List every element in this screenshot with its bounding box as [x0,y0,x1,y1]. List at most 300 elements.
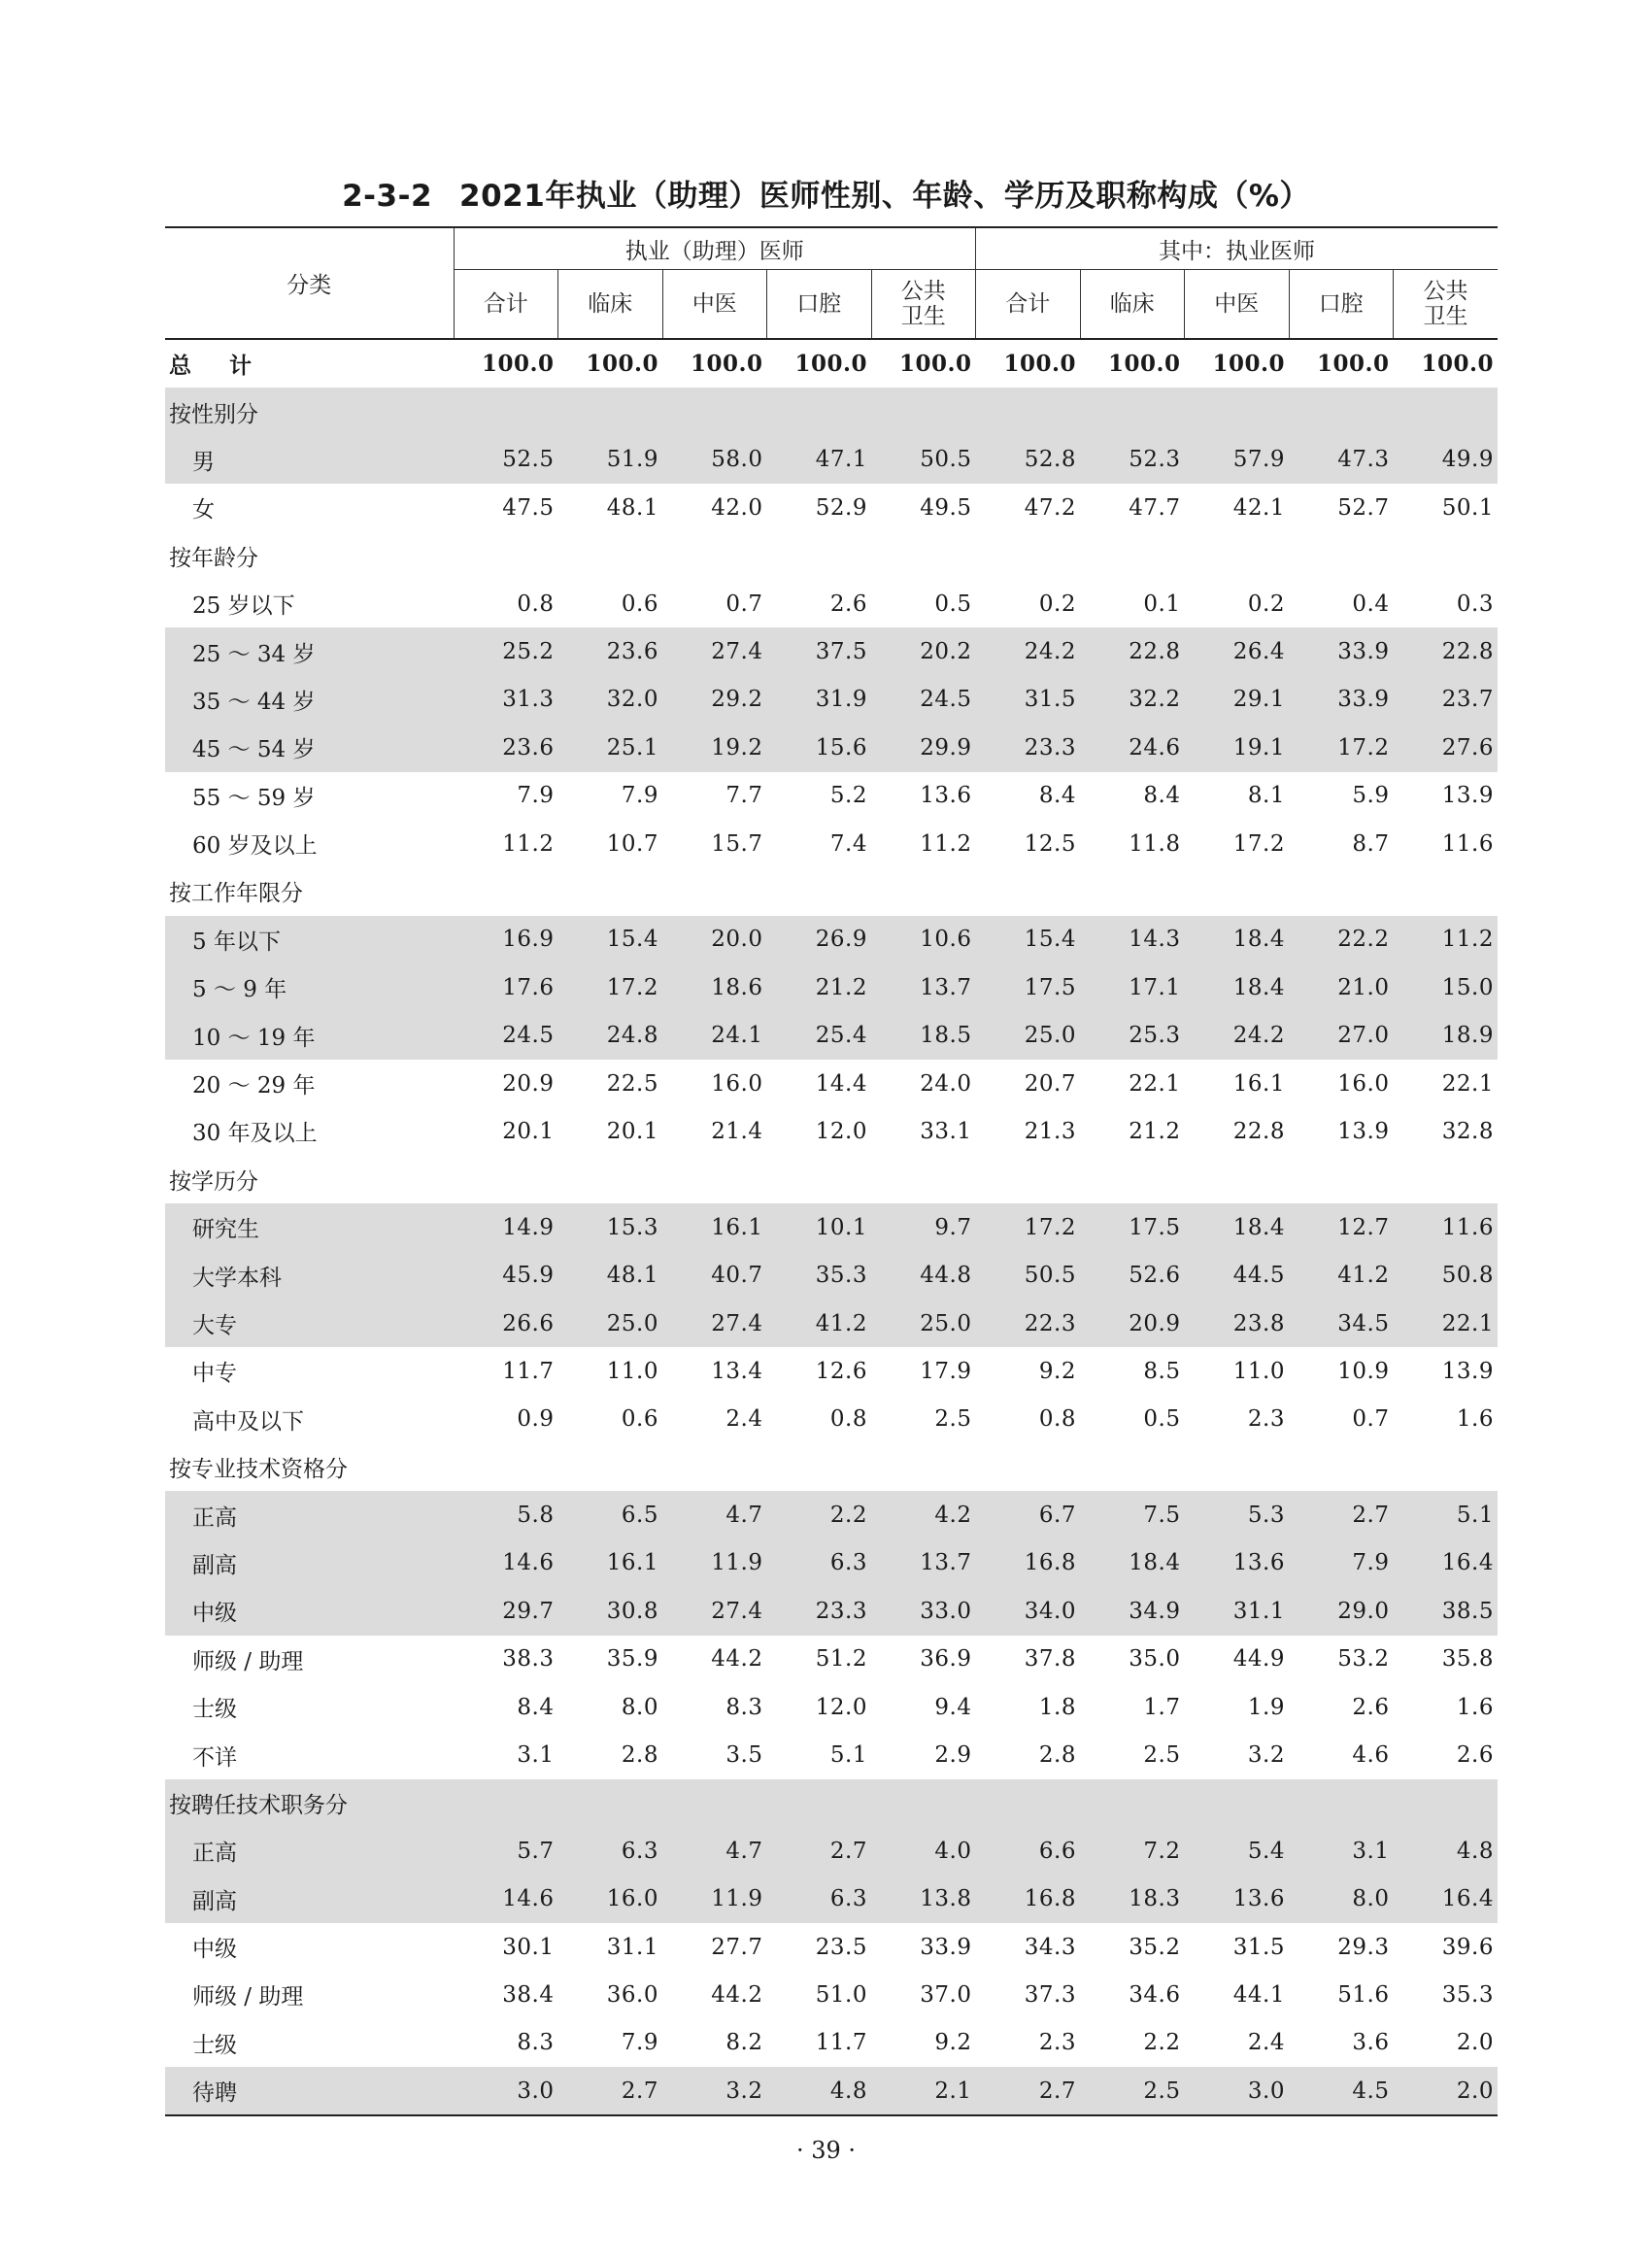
cell-value: 2.1 [871,2067,976,2115]
table-row [165,820,1498,867]
cell-value: 12.0 [815,1118,867,1144]
section-row [165,388,1498,435]
cell-value: 34.9 [1080,1587,1185,1635]
statistics-table [165,226,1498,2116]
cell-value: 13.9 [1441,1358,1494,1384]
cell-value: 44.8 [871,1251,976,1299]
cell-value: 13.6 [1185,1539,1290,1587]
cell-value: 41.2 [1289,1251,1394,1299]
cell-value [662,867,767,915]
table-header [165,227,1498,339]
cell-value: 22.8 [1080,627,1185,675]
cell-value [558,1443,663,1491]
cell-value: 0.2 [1247,591,1285,617]
cell-value: 14.4 [815,1070,867,1097]
row-label: 大学本科 [165,1251,454,1299]
cell-value: 5.3 [1185,1491,1290,1538]
section-label: 按聘任技术职务分 [165,1779,454,1827]
cell-value: 7.9 [621,783,658,809]
cell-value: 44.5 [1185,1251,1290,1299]
table-row [165,1827,1498,1875]
cell-value [1289,1156,1394,1203]
cell-value: 0.8 [829,1406,867,1433]
cell-value: 5.4 [1185,1827,1290,1875]
section-row [165,1156,1498,1203]
cell-value [767,1156,872,1203]
row-label: 20 ～ 29 年 [192,1073,316,1099]
column-header-all: 临床 [558,270,663,340]
cell-value: 18.4 [1185,916,1290,963]
table-row [165,627,1498,675]
cell-value: 33.9 [920,1934,972,1960]
row-label: 副高 [165,1875,454,1923]
cell-value [767,867,872,915]
table-row [165,1251,1498,1299]
cell-value: 12.0 [815,1694,867,1720]
cell-value [1394,867,1499,915]
total-row [165,339,1498,388]
cell-value: 23.5 [815,1934,867,1960]
cell-value: 3.1 [1289,1827,1394,1875]
cell-value: 2.7 [976,2067,1081,2115]
page-number: · 39 · [795,2137,857,2164]
cell-value: 34.5 [1289,1300,1394,1347]
cell-value: 0.2 [1038,591,1076,617]
cell-value: 44.2 [711,1646,763,1673]
cell-value: 15.6 [767,724,872,771]
cell-value: 50.8 [1394,1251,1499,1299]
cell-value [558,1779,663,1827]
cell-value: 2.7 [767,1827,872,1875]
cell-value: 2.6 [1352,1694,1390,1720]
cell-value [454,1779,558,1827]
cell-value: 4.2 [871,1491,976,1538]
cell-value: 11.7 [815,2030,867,2056]
cell-value: 23.8 [1185,1300,1290,1347]
cell-value: 6.6 [976,1827,1081,1875]
cell-value: 0.6 [621,591,658,617]
cell-value [1185,1443,1290,1491]
cell-value: 21.2 [767,963,872,1011]
column-header-licensed: 合计 [976,270,1081,340]
cell-value: 11.9 [662,1539,767,1587]
cell-value: 31.9 [767,676,872,724]
cell-value [1080,1443,1185,1491]
cell-value: 39.6 [1441,1934,1494,1960]
cell-value: 15.4 [976,916,1081,963]
cell-value [767,1443,872,1491]
section-label: 按工作年限分 [169,881,303,907]
cell-value [662,388,767,435]
cell-value: 22.8 [1232,1118,1285,1144]
cell-value: 27.0 [1289,1011,1394,1059]
cell-value [767,1779,872,1827]
cell-value: 3.5 [725,1742,763,1769]
cell-value: 11.9 [662,1875,767,1923]
cell-value: 16.8 [976,1875,1081,1923]
cell-value: 2.3 [1247,1406,1285,1433]
cell-value [976,1443,1081,1491]
cell-value: 4.7 [662,1827,767,1875]
cell-value: 24.1 [662,1011,767,1059]
cell-value: 58.0 [662,436,767,484]
cell-value [1394,1779,1499,1827]
cell-value: 8.4 [1143,783,1181,809]
cell-value [454,388,558,435]
cell-value: 35.3 [1441,1981,1494,2008]
cell-value: 7.5 [1080,1491,1185,1538]
cell-value [558,532,663,580]
row-label: 师级 / 助理 [192,1984,304,2011]
cell-value: 6.7 [976,1491,1081,1538]
cell-value: 13.6 [920,783,972,809]
cell-value: 13.6 [1185,1875,1290,1923]
cell-value: 21.0 [1289,963,1394,1011]
table-row [165,1539,1498,1587]
cell-value: 44.9 [1232,1646,1285,1673]
cell-value [1185,1156,1290,1203]
cell-value [1185,388,1290,435]
cell-value: 17.6 [454,963,558,1011]
cell-value: 25.4 [767,1011,872,1059]
table-row [165,1731,1498,1778]
cell-value: 9.2 [1038,1358,1076,1384]
cell-value: 11.0 [1232,1358,1285,1384]
row-label: 45 ～ 54 岁 [165,724,454,771]
cell-value: 17.1 [1080,963,1185,1011]
cell-value: 16.4 [1394,1875,1499,1923]
row-label: 正高 [165,1491,454,1538]
cell-value: 1.6 [1456,1694,1494,1720]
cell-value: 4.6 [1352,1742,1390,1769]
cell-value: 16.1 [558,1539,663,1587]
cell-value: 20.0 [662,916,767,963]
cell-value [1080,532,1185,580]
cell-value [662,1443,767,1491]
cell-value: 8.2 [725,2030,763,2056]
cell-value: 10.6 [871,916,976,963]
cell-value: 51.6 [1337,1981,1390,2008]
table-row [165,1107,1498,1155]
cell-value: 23.6 [454,724,558,771]
cell-value: 5.7 [454,1827,558,1875]
table-row [165,2067,1498,2115]
cell-value: 9.7 [871,1203,976,1251]
cell-value: 4.7 [662,1491,767,1538]
cell-value [1185,532,1290,580]
cell-value [662,532,767,580]
cell-value: 48.1 [606,494,658,521]
cell-value: 26.6 [454,1300,558,1347]
cell-value: 5.2 [829,783,867,809]
cell-value: 4.8 [767,2067,872,2115]
row-label: 25 岁以下 [192,593,295,620]
cell-value [1394,388,1499,435]
cell-value: 5.1 [1394,1491,1499,1538]
cell-value: 22.5 [606,1070,658,1097]
table-row [165,724,1498,771]
table-row [165,1011,1498,1059]
cell-value: 18.4 [1185,963,1290,1011]
cell-value [662,1779,767,1827]
table-row [165,1923,1498,1971]
cell-value: 21.4 [711,1118,763,1144]
cell-value: 1.7 [1143,1694,1181,1720]
cell-value: 47.7 [1129,494,1181,521]
cell-value: 100.0 [1212,351,1285,378]
cell-value: 25.0 [871,1300,976,1347]
row-label: 5 年以下 [165,916,454,963]
cell-value: 2.7 [1289,1491,1394,1538]
cell-value: 7.9 [1289,1539,1394,1587]
table-row [165,1060,1498,1107]
cell-value: 7.9 [517,783,555,809]
cell-value: 18.4 [1080,1539,1185,1587]
table-body [165,339,1498,2115]
cell-value: 15.3 [558,1203,663,1251]
cell-value: 22.1 [1129,1070,1181,1097]
cell-value: 22.1 [1441,1070,1494,1097]
cell-value: 12.6 [815,1358,867,1384]
cell-value: 100.0 [794,351,867,378]
row-label: 待聘 [165,2067,454,2115]
cell-value: 3.0 [1185,2067,1290,2115]
cell-value: 32.0 [558,676,663,724]
table-row [165,436,1498,484]
cell-value [1394,1443,1499,1491]
cell-value: 12.5 [1024,830,1076,857]
cell-value: 38.5 [1394,1587,1499,1635]
cell-value: 2.5 [1143,1742,1181,1769]
cell-value: 32.8 [1441,1118,1494,1144]
cell-value: 37.5 [767,627,872,675]
cell-value: 53.2 [1337,1646,1390,1673]
group-header-licensed: 其中：执业医师 [976,227,1499,270]
cell-value: 4.8 [1394,1827,1499,1875]
cell-value: 2.9 [934,1742,972,1769]
cell-value: 4.0 [871,1827,976,1875]
row-label: 正高 [165,1827,454,1875]
cell-value: 8.0 [1289,1875,1394,1923]
cell-value: 0.5 [934,591,972,617]
cell-value: 9.4 [934,1694,972,1720]
cell-value: 44.1 [1232,1981,1285,2008]
row-label: 5 ～ 9 年 [165,963,454,1011]
table-row [165,676,1498,724]
cell-value: 23.7 [1394,676,1499,724]
cell-value: 8.3 [725,1694,763,1720]
row-label: 男 [165,436,454,484]
cell-value: 9.2 [934,2030,972,2056]
cell-value: 0.8 [517,591,555,617]
cell-value: 25.1 [558,724,663,771]
table-row [165,1347,1498,1395]
cell-value: 52.3 [1080,436,1185,484]
cell-value: 3.2 [1247,1742,1285,1769]
cell-value [454,532,558,580]
cell-value: 17.2 [1289,724,1394,771]
cell-value: 52.5 [454,436,558,484]
cell-value: 2.5 [934,1406,972,1433]
cell-value: 35.3 [767,1251,872,1299]
cell-value: 52.8 [976,436,1081,484]
cell-value: 7.2 [1080,1827,1185,1875]
cell-value: 51.0 [815,1981,867,2008]
row-label: 30 年及以上 [192,1121,318,1147]
cell-value: 3.6 [1352,2030,1390,2056]
cell-value: 14.3 [1080,916,1185,963]
row-label: 中专 [192,1361,237,1387]
row-label: 高中及以下 [192,1408,304,1435]
cell-value: 37.3 [1024,1981,1076,2008]
cell-value: 6.3 [558,1827,663,1875]
cell-value: 29.0 [1289,1587,1394,1635]
cell-value: 0.3 [1456,591,1494,617]
cell-value: 18.6 [662,963,767,1011]
cell-value: 40.7 [662,1251,767,1299]
cell-value: 10.7 [606,830,658,857]
cell-value [662,1156,767,1203]
cell-value: 23.6 [558,627,663,675]
cell-value: 20.2 [871,627,976,675]
cell-value: 31.5 [1232,1934,1285,1960]
cell-value: 3.1 [517,1742,555,1769]
cell-value: 15.7 [711,830,763,857]
cell-value: 50.5 [976,1251,1081,1299]
section-row [165,1779,1498,1827]
cell-value: 1.9 [1247,1694,1285,1720]
cell-value: 22.8 [1394,627,1499,675]
cell-value: 33.1 [920,1118,972,1144]
cell-value: 19.2 [662,724,767,771]
cell-value: 24.0 [920,1070,972,1097]
cell-value: 24.6 [1080,724,1185,771]
cell-value: 24.2 [976,627,1081,675]
cell-value: 47.5 [502,494,555,521]
cell-value: 100.0 [1316,351,1390,378]
cell-value: 52.7 [1337,494,1390,521]
column-header-all: 口腔 [767,270,872,340]
cell-value: 21.2 [1129,1118,1181,1144]
table-title-text: 2021年执业（助理）医师性别、年龄、学历及职称构成（%） [459,179,1310,214]
cell-value [871,1443,976,1491]
cell-value: 29.9 [871,724,976,771]
row-label: 研究生 [165,1203,454,1251]
cell-value: 15.0 [1394,963,1499,1011]
cell-value: 8.5 [1143,1358,1181,1384]
cell-value: 8.4 [1038,783,1076,809]
cell-value: 23.3 [976,724,1081,771]
cell-value: 8.3 [517,2030,555,2056]
cell-value: 8.0 [621,1694,658,1720]
cell-value: 2.0 [1394,2067,1499,2115]
cell-value [871,1779,976,1827]
cell-value: 6.5 [558,1491,663,1538]
row-label: 10 ～ 19 年 [165,1011,454,1059]
cell-value [1289,388,1394,435]
table-row [165,1875,1498,1923]
table-code: 2-3-2 [342,179,433,214]
cell-value: 100.0 [481,351,555,378]
cell-value: 0.7 [725,591,763,617]
cell-value: 24.8 [558,1011,663,1059]
cell-value: 21.3 [1024,1118,1076,1144]
cell-value [1185,1779,1290,1827]
cell-value [454,867,558,915]
cell-value: 2.2 [1143,2030,1181,2056]
cell-value: 50.5 [871,436,976,484]
cell-value: 25.0 [558,1300,663,1347]
cell-value: 11.2 [920,830,972,857]
cell-value [558,1156,663,1203]
cell-value: 18.3 [1080,1875,1185,1923]
cell-value: 31.1 [1185,1587,1290,1635]
cell-value: 44.2 [711,1981,763,2008]
cell-value [871,532,976,580]
cell-value: 32.2 [1080,676,1185,724]
cell-value: 34.3 [1024,1934,1076,1960]
table-row [165,1203,1498,1251]
section-label: 按性别分 [165,388,454,435]
cell-value: 10.1 [767,1203,872,1251]
row-label: 士级 [192,2032,237,2058]
section-row [165,867,1498,915]
cell-value: 0.1 [1143,591,1181,617]
cell-value: 22.2 [1289,916,1394,963]
cell-value: 16.0 [711,1070,763,1097]
cell-value: 35.8 [1441,1646,1494,1673]
cell-value: 0.7 [1352,1406,1390,1433]
cell-value [454,1156,558,1203]
cell-value: 49.5 [920,494,972,521]
cell-value: 27.4 [662,1587,767,1635]
cell-value: 24.2 [1185,1011,1290,1059]
cell-value [1080,388,1185,435]
cell-value: 22.1 [1394,1300,1499,1347]
table-row [165,1971,1498,2018]
row-label: 中级 [192,1937,237,1963]
cell-value: 20.7 [1024,1070,1076,1097]
cell-value: 16.8 [976,1539,1081,1587]
cell-value: 24.5 [454,1011,558,1059]
cell-value: 8.7 [1352,830,1390,857]
cell-value: 4.5 [1289,2067,1394,2115]
cell-value: 27.7 [711,1934,763,1960]
cell-value [871,1156,976,1203]
cell-value: 19.1 [1185,724,1290,771]
cell-value: 100.0 [898,351,972,378]
cell-value [976,388,1081,435]
category-header: 分类 [165,227,454,339]
cell-value: 0.8 [1038,1406,1076,1433]
cell-value: 100.0 [690,351,763,378]
cell-value: 35.0 [1129,1646,1181,1673]
cell-value: 2.0 [1456,2030,1494,2056]
cell-value: 1.6 [1456,1406,1494,1433]
table-row [165,484,1498,531]
cell-value: 45.9 [454,1251,558,1299]
cell-value: 2.4 [725,1406,763,1433]
column-header-all: 中医 [662,270,767,340]
cell-value [1394,532,1499,580]
row-label: 35 ～ 44 岁 [165,676,454,724]
column-header-all: 公共 卫生 [871,270,976,340]
cell-value: 100.0 [1003,351,1076,378]
cell-value: 100.0 [1107,351,1181,378]
cell-value: 0.6 [621,1406,658,1433]
cell-value: 20.1 [606,1118,658,1144]
cell-value [558,388,663,435]
